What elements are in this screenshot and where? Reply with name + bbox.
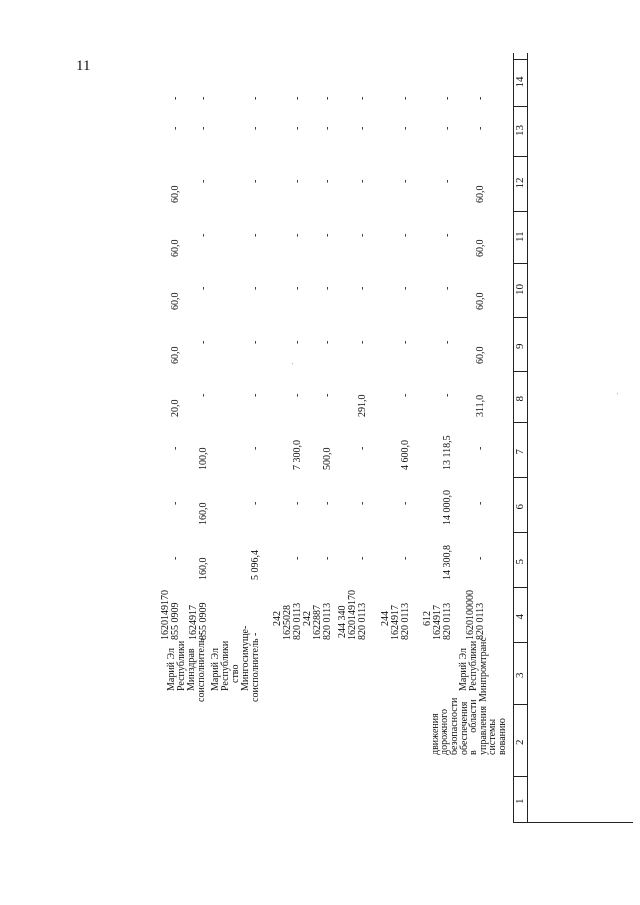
kbk-line: 1624917 (188, 605, 199, 640)
value-cell: - (400, 96, 411, 100)
value-cell: - (292, 286, 303, 290)
value-cell: - (250, 179, 261, 183)
value-cell: 13 118,5 (442, 435, 453, 470)
value-cell: - (292, 556, 303, 560)
value-cell: 7 300,0 (292, 440, 303, 470)
column-divider (513, 317, 527, 318)
value-cell: 291,0 (357, 394, 368, 417)
header-cell-7: 7 (514, 449, 526, 455)
value-cell: - (292, 126, 303, 130)
value-cell: - (250, 233, 261, 237)
kbk-line: 820 0113 (475, 602, 486, 640)
description-line: безопасности (449, 697, 460, 755)
kbk-line: 855 0909 (198, 602, 209, 640)
value-cell: - (400, 501, 411, 505)
column-divider (513, 477, 527, 478)
header-cell-12: 12 (514, 177, 526, 189)
value-cell: - (292, 340, 303, 344)
header-cell-14: 14 (514, 76, 526, 88)
value-cell: - (357, 126, 368, 130)
organization-line: Марий Эл (210, 648, 221, 691)
value-cell: - (442, 179, 453, 183)
value-cell: 60,0 (475, 346, 486, 364)
organization-line: Марий Эл (166, 648, 177, 691)
value-cell: - (292, 393, 303, 397)
kbk-line: 1620100000 (465, 590, 476, 640)
value-cell: - (292, 233, 303, 237)
value-cell: - (198, 286, 209, 290)
description-line: системы (487, 718, 499, 755)
value-cell: - (170, 96, 181, 100)
value-cell: - (400, 179, 411, 183)
value-cell: - (442, 126, 453, 130)
description-line: движения (429, 713, 441, 755)
value-cell: 5 096,4 (250, 550, 261, 580)
value-cell: - (442, 340, 453, 344)
value-cell: - (442, 393, 453, 397)
value-cell: - (170, 556, 181, 560)
column-divider (513, 704, 527, 705)
value-cell: - (322, 556, 333, 560)
organization-line: Минздрав (186, 648, 197, 691)
kbk-line: 612 (422, 611, 433, 626)
description-line: обеспечения (458, 701, 470, 755)
kbk-line: 820 0113 (400, 602, 411, 640)
column-divider (513, 211, 527, 212)
header-cell-11: 11 (514, 231, 526, 242)
value-cell: - (322, 233, 333, 237)
kbk-line: 1620149170 (347, 590, 358, 640)
dot-mark: . (285, 362, 296, 365)
value-cell: - (357, 233, 368, 237)
organization-line: Республики (468, 640, 479, 691)
column-divider (513, 532, 527, 533)
value-cell: - (170, 446, 181, 450)
value-cell: - (475, 126, 486, 130)
value-cell: - (357, 446, 368, 450)
value-cell: - (170, 501, 181, 505)
value-cell: - (250, 340, 261, 344)
header-cell-5: 5 (514, 559, 526, 565)
value-cell: 500,0 (322, 447, 333, 470)
value-cell: 20,0 (170, 399, 181, 417)
value-cell: - (198, 340, 209, 344)
value-cell: - (357, 286, 368, 290)
kbk-line: 244 (380, 611, 391, 626)
value-cell: - (400, 340, 411, 344)
kbk-line: 1624917 (390, 605, 401, 640)
value-cell: - (322, 340, 333, 344)
value-cell: - (357, 96, 368, 100)
column-divider (513, 776, 527, 777)
header-cell-3: 3 (514, 672, 526, 678)
value-cell: - (250, 393, 261, 397)
header-cell-8: 8 (514, 396, 526, 402)
description-line: дорожного (439, 709, 451, 755)
value-cell: - (475, 556, 486, 560)
description-line: управления (477, 705, 489, 755)
value-cell: 60,0 (170, 346, 181, 364)
value-cell: - (322, 286, 333, 290)
header-cell-2: 2 (514, 739, 526, 745)
value-cell: - (400, 126, 411, 130)
value-cell: - (442, 286, 453, 290)
kbk-line: 242 (302, 611, 313, 626)
kbk-line: 1624917 (432, 605, 443, 640)
value-cell: - (400, 286, 411, 290)
value-cell: - (357, 501, 368, 505)
organization-line: Мингосимуще- (240, 625, 251, 691)
value-cell: - (250, 96, 261, 100)
header-cell-6: 6 (514, 504, 526, 510)
value-cell: - (357, 556, 368, 560)
value-cell: - (250, 501, 261, 505)
description-line: в области (468, 699, 480, 755)
organization-line: Республики (220, 640, 231, 691)
value-cell: 60,0 (475, 239, 486, 257)
value-cell: 160,0 (198, 557, 209, 580)
header-cell-13: 13 (514, 125, 526, 136)
column-divider (513, 59, 527, 60)
value-cell: - (400, 556, 411, 560)
value-cell: 4 600,0 (400, 440, 411, 470)
column-divider (513, 156, 527, 157)
kbk-line: 820 0113 (292, 602, 303, 640)
column-divider (513, 587, 527, 588)
value-cell: - (250, 286, 261, 290)
value-cell: - (442, 96, 453, 100)
kbk-line: 820 0113 (442, 602, 453, 640)
organization-line: ство (230, 664, 241, 683)
value-cell: 60,0 (170, 239, 181, 257)
value-cell: 160,0 (198, 502, 209, 525)
value-cell: - (475, 96, 486, 100)
header-cell-1: 1 (514, 798, 526, 804)
value-cell: - (400, 393, 411, 397)
value-cell: 14 300,8 (442, 545, 453, 580)
organization-line: Минпромтранс (478, 637, 489, 702)
kbk-line: 820 0113 (357, 602, 368, 640)
column-divider (513, 642, 527, 643)
value-cell: - (442, 233, 453, 237)
value-cell: - (475, 446, 486, 450)
value-cell: - (198, 126, 209, 130)
value-cell: 60,0 (475, 185, 486, 203)
value-cell: - (250, 126, 261, 130)
value-cell: 60,0 (170, 185, 181, 203)
organization-line: Республики (176, 640, 187, 691)
value-cell: - (400, 233, 411, 237)
value-cell: - (357, 179, 368, 183)
dot-mark: . (610, 392, 621, 395)
kbk-line: 820 0113 (322, 602, 333, 640)
value-cell: 14 000,0 (442, 490, 453, 525)
value-cell: - (475, 501, 486, 505)
column-divider (513, 106, 527, 107)
value-cell: - (357, 340, 368, 344)
table-left-rule (513, 822, 633, 823)
kbk-line: 855 0909 (170, 602, 181, 640)
value-cell: 311,0 (475, 394, 486, 417)
page-number: 11 (76, 58, 91, 74)
value-cell: - (198, 179, 209, 183)
value-cell: - (322, 179, 333, 183)
value-cell: - (322, 393, 333, 397)
kbk-line: 242 (272, 611, 283, 626)
organization-line: Марий Эл (458, 648, 469, 691)
kbk-line: 1625028 (282, 605, 293, 640)
value-cell: - (170, 126, 181, 130)
value-cell: - (322, 96, 333, 100)
kbk-line: 1622887 (312, 605, 323, 640)
column-divider (513, 371, 527, 372)
value-cell: - (198, 233, 209, 237)
value-cell: 100,0 (198, 447, 209, 470)
value-cell: 60,0 (475, 292, 486, 310)
organization-line: соисполнитель - (250, 632, 261, 702)
value-cell: - (292, 501, 303, 505)
table-top-rule (527, 53, 528, 823)
column-divider (513, 422, 527, 423)
organization-line: соисполнитель - (196, 632, 207, 702)
description-line: вованию (497, 718, 508, 755)
value-cell: 60,0 (170, 292, 181, 310)
kbk-line: 1620149170 (160, 590, 171, 640)
value-cell: - (292, 179, 303, 183)
value-cell: - (322, 501, 333, 505)
value-cell: - (198, 96, 209, 100)
kbk-line: 244 340 (337, 605, 348, 638)
value-cell: - (198, 393, 209, 397)
header-rule (513, 53, 514, 823)
header-cell-10: 10 (514, 284, 526, 295)
header-cell-4: 4 (514, 614, 526, 620)
column-divider (513, 263, 527, 264)
value-cell: - (322, 126, 333, 130)
value-cell: - (292, 96, 303, 100)
header-cell-9: 9 (514, 343, 526, 349)
value-cell: - (250, 446, 261, 450)
